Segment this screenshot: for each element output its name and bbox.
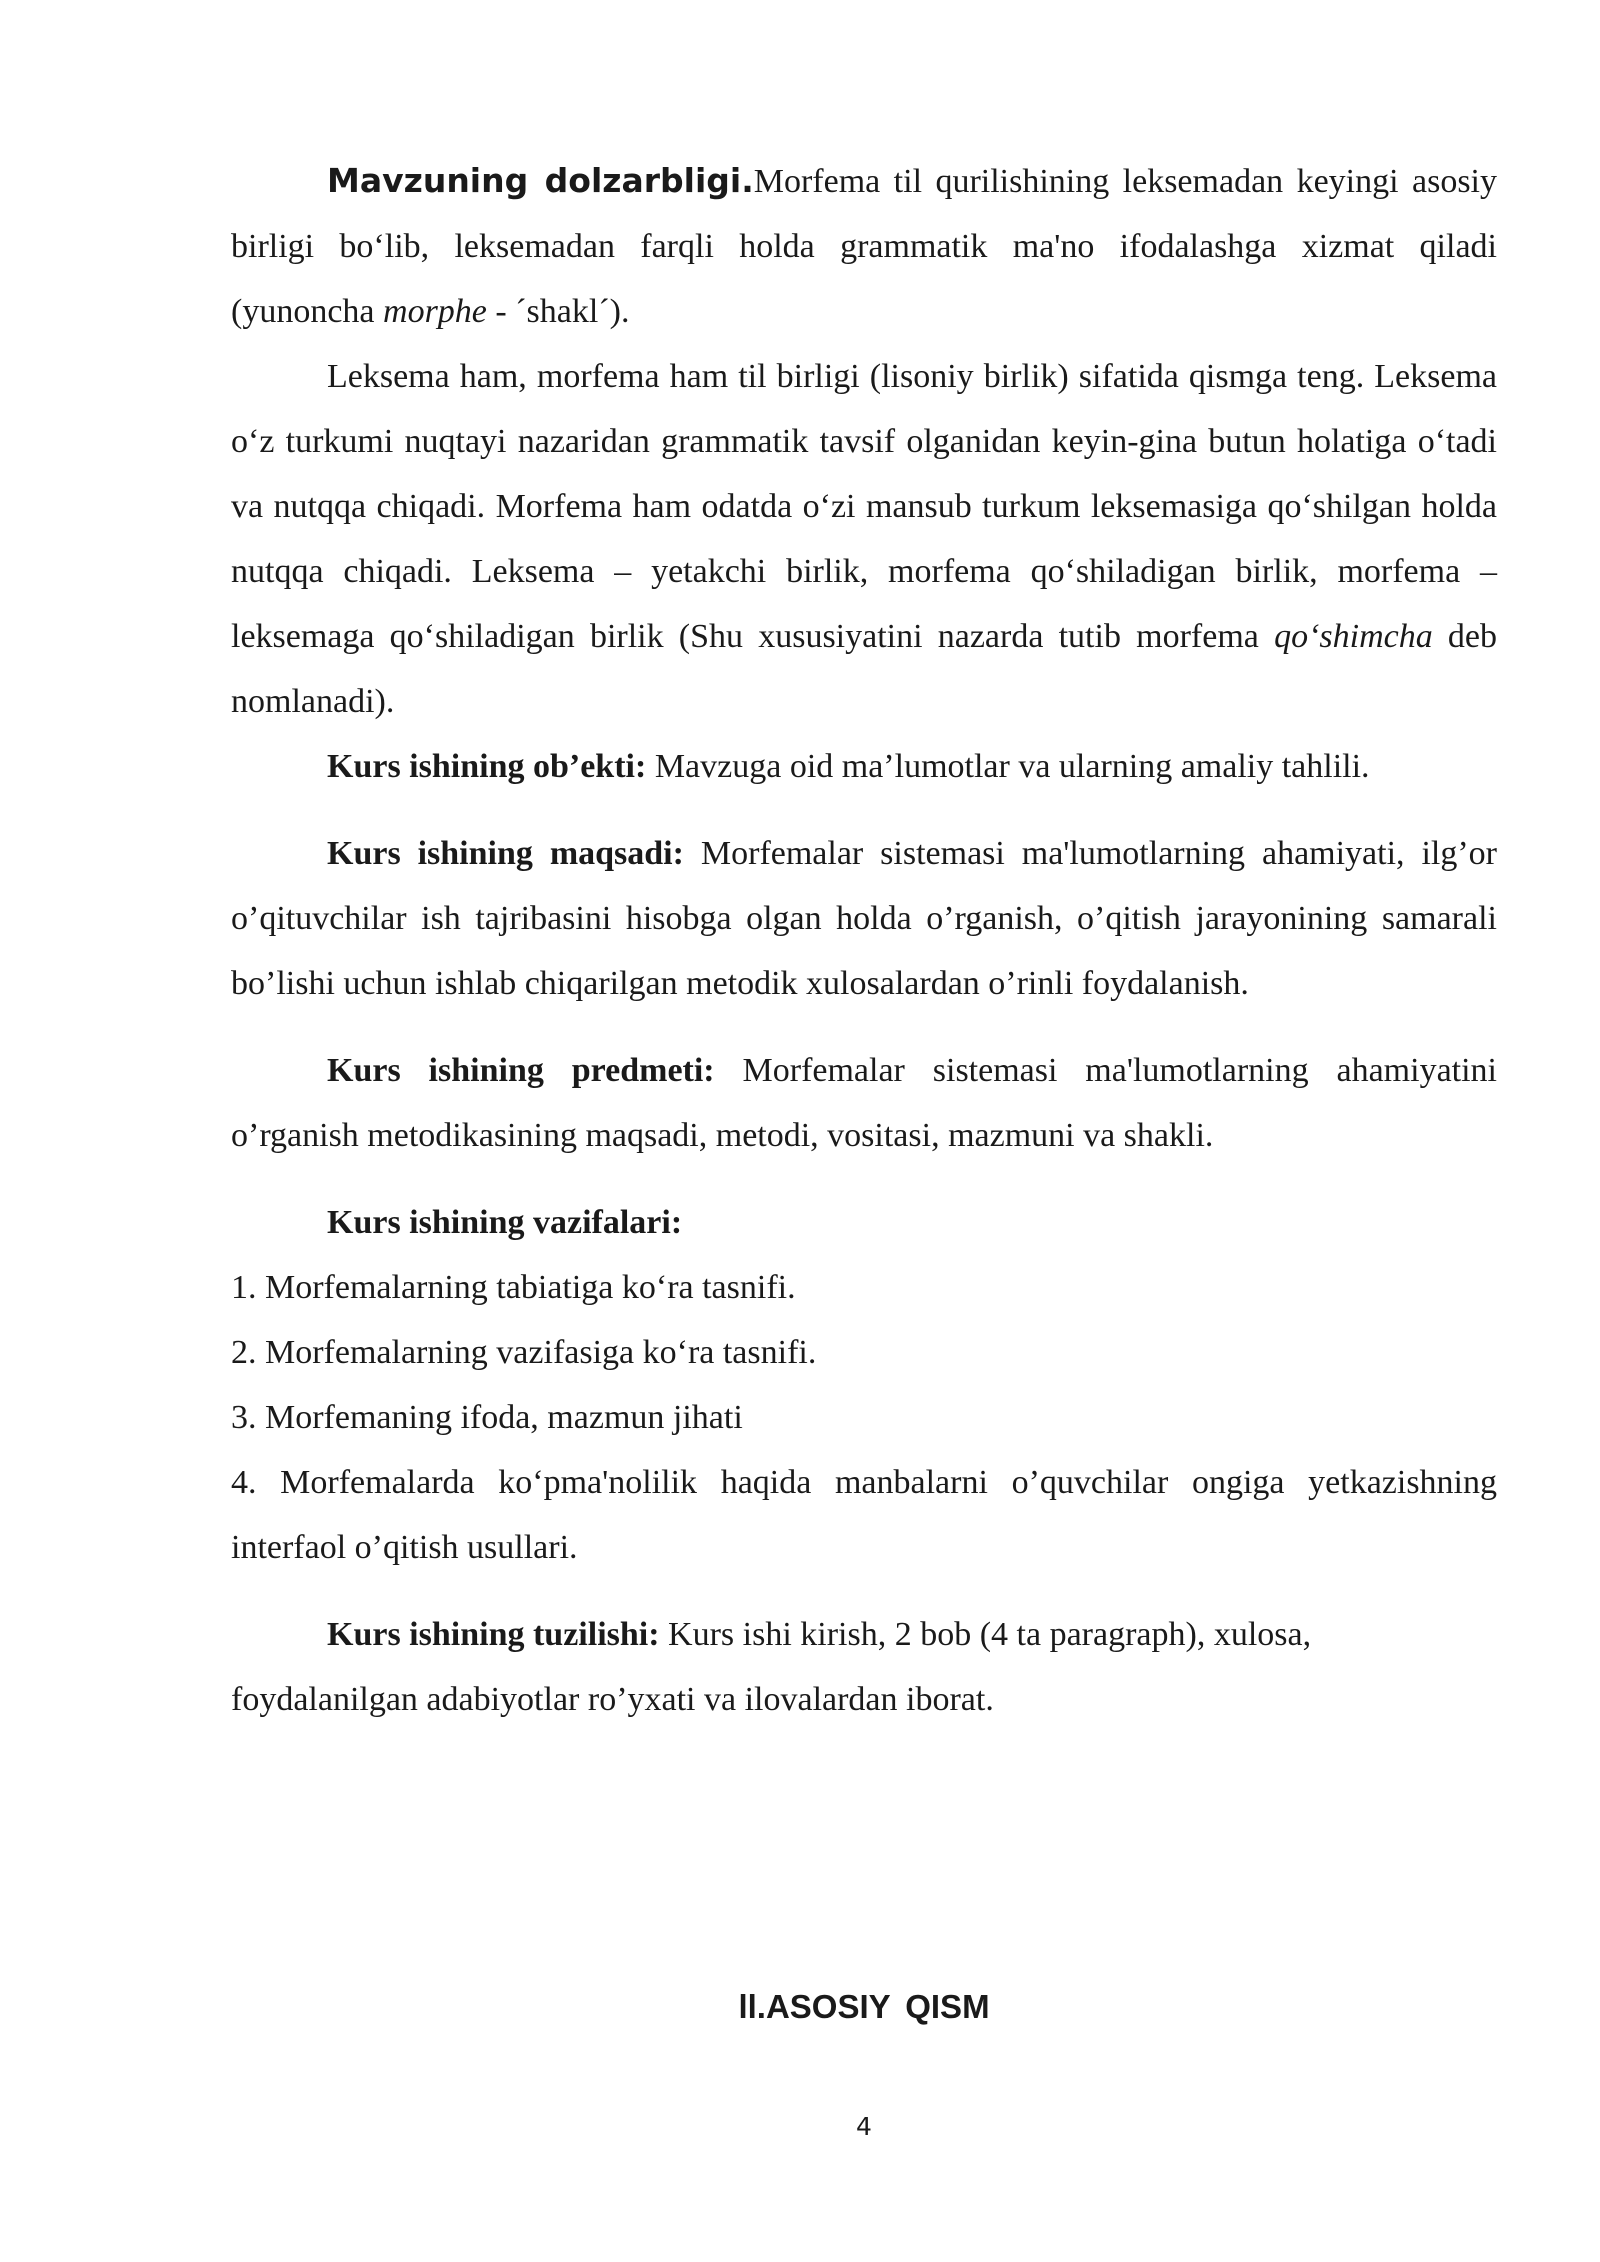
relevance-text-end: - ´shakl´). (486, 293, 630, 330)
object-text: Mavzuga oid ma’lumotlar va ularning amaliy tahlili. (646, 748, 1370, 785)
subject-text: Morfemalar sistemasi ma'lumotlarning ahamiyatini o’rganish metodikasining maqsadi, metodi, vositasi, mazmuni va shakli. (231, 1052, 1497, 1154)
task-item-3: 3. Morfemaning ifoda, mazmun jihati (231, 1399, 743, 1436)
relevance-text: Morfema til qurilishining leksemadan keyingi asosiy birligi bo‘lib, leksemadan farqli holda grammatik ma'no ifodalashga xizmat qiladi (yunoncha (231, 163, 1497, 330)
relevance-label-dot: . (741, 161, 754, 200)
lexeme-paragraph (231, 344, 1497, 734)
goal-label: Kurs ishining maqsadi: (327, 835, 684, 872)
lexeme-text-end: deb nomlanadi). (231, 618, 1497, 720)
lexeme-italic-term: qo‘shimcha (1274, 618, 1433, 655)
lexeme-text: Leksema ham, morfema ham til birligi (lisoniy birlik) sifatida qismga teng. Leksema o‘z turkumi nuqtayi nazaridan grammatik tavsif olganidan keyin-gina butun holatiga o‘tadi va nutqqa chiqadi. Morfema ham odatda o‘zi mansub turkum leksemasiga qo‘shilgan holda nutqqa chiqadi. Leksema – yetakchi birlik, morfema qo‘shiladigan birlik, morfema – leksemaga qo‘shiladigan birlik (Shu xususiyatini nazarda tutib morfema (231, 358, 1497, 655)
document-page (231, 148, 1497, 1732)
task-item-4: 4. Morfemalarda ko‘pma'nolilik haqida manbalarni o’quvchilar ongiga yetkazishning interfaol o’qitish usullari. (231, 1464, 1497, 1566)
structure-label: Kurs ishining tuzilishi: (327, 1616, 660, 1653)
relevance-paragraph (231, 148, 1497, 344)
page-number: 4 (856, 2112, 872, 2141)
subject-label: Kurs ishining predmeti: (327, 1052, 715, 1089)
task-item-2: 2. Morfemalarning vazifasiga ko‘ra tasnifi. (231, 1334, 817, 1371)
structure-text: Kurs ishi kirish, 2 bob (4 ta paragraph), xulosa, foydalanilgan adabiyotlar ro’yxati va ilovalardan iborat. (231, 1616, 1312, 1718)
subject-paragraph (231, 1038, 1497, 1168)
object-paragraph (231, 734, 1497, 799)
relevance-label: Mavzuning dolzarbligi (327, 161, 742, 200)
tasks-label: Kurs ishining vazifalari: (327, 1204, 683, 1241)
goal-paragraph (231, 821, 1497, 1016)
tasks-heading (231, 1190, 1497, 1255)
structure-paragraph (231, 1602, 1497, 1732)
goal-text: Morfemalar sistemasi ma'lumotlarning ahamiyati, ilg’or o’qituvchilar ish tajribasini hisobga olgan holda o’rganish, o’qitish jarayonining samarali bo’lishi uchun ishlab chiqarilgan metodik xulosalardan o’rinli foydalanish. (231, 835, 1497, 1002)
section-heading: ll.ASOSIY QISM (738, 1988, 990, 2025)
object-label: Kurs ishining ob’ekti: (327, 748, 647, 785)
task-item-1: 1. Morfemalarning tabiatiga ko‘ra tasnifi. (231, 1269, 796, 1306)
relevance-italic-term: morphe (383, 293, 487, 330)
